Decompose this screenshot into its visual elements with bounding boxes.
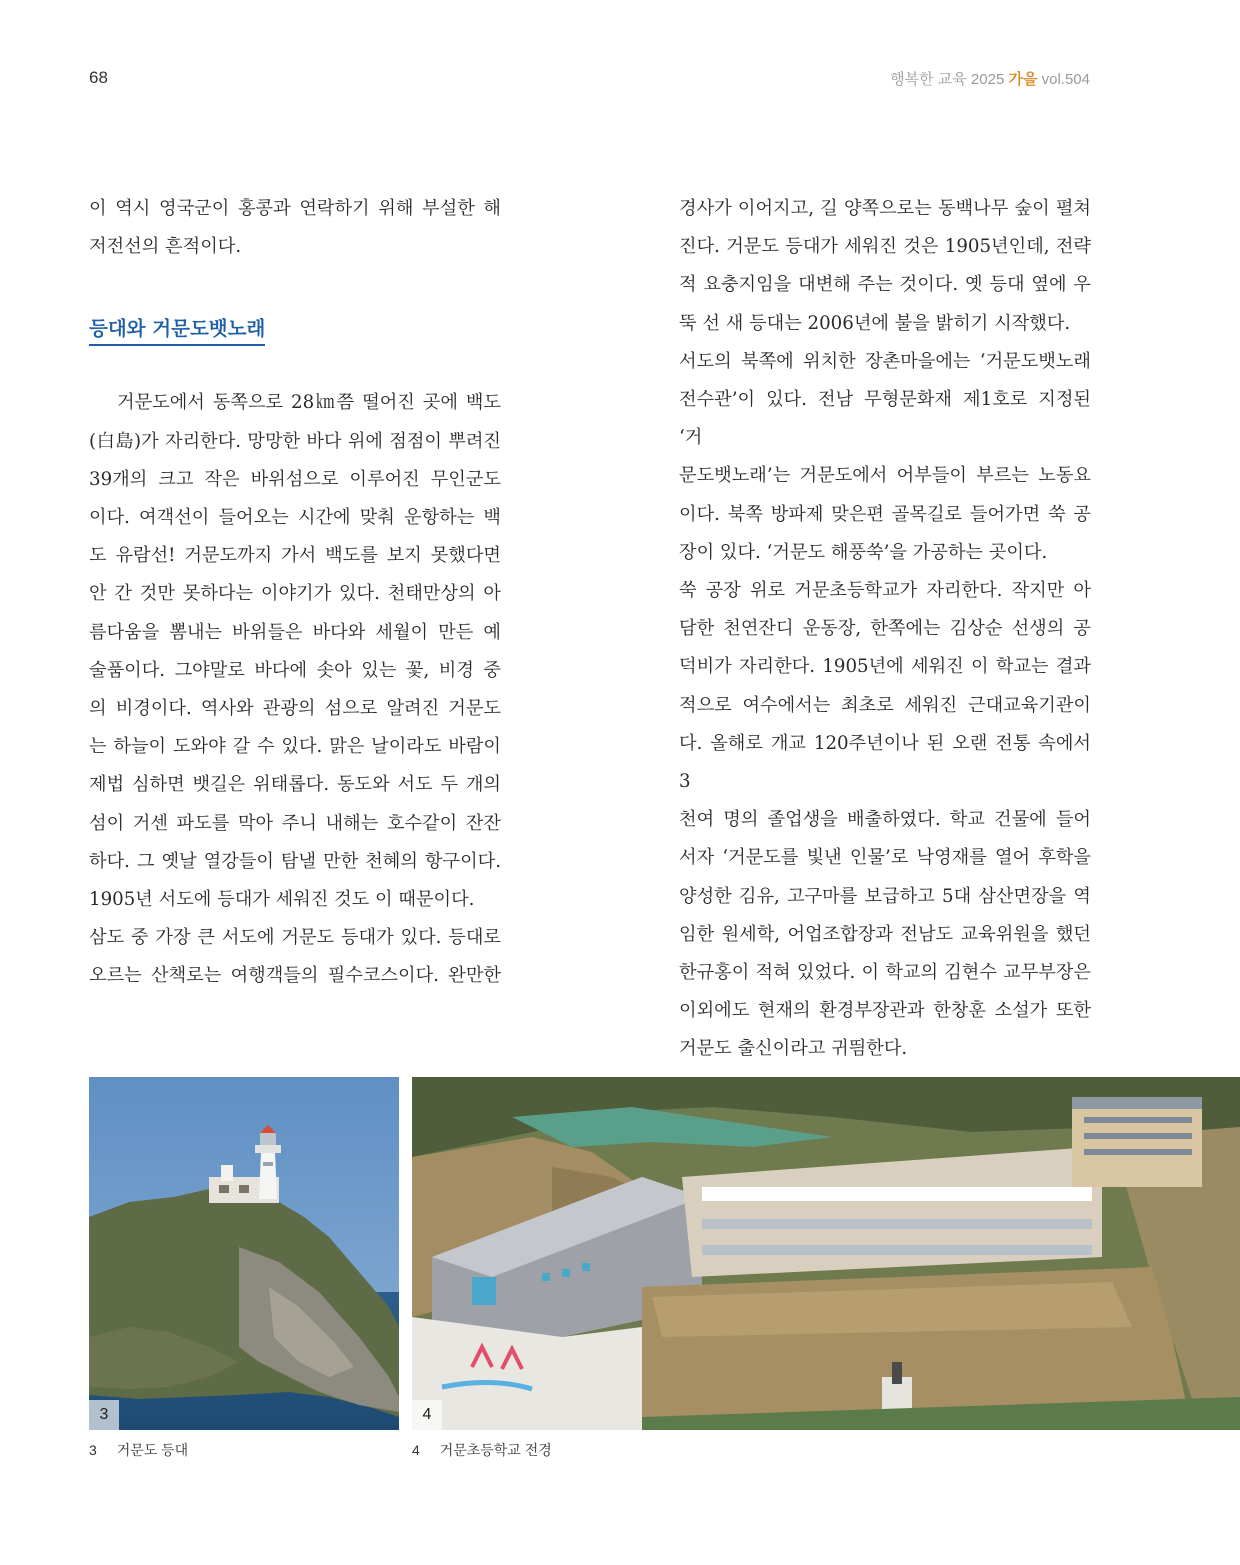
running-head bbox=[890, 68, 1090, 89]
text-line: 1905년 서도에 등대가 세워진 것도 이 때문이다. bbox=[89, 889, 475, 911]
text-line: 서도의 북쪽에 위치한 장촌마을에는 ‘거문도뱃노래 bbox=[679, 350, 1091, 372]
caption-number: 4 bbox=[412, 1442, 420, 1458]
text-line: 거문도 출신이라고 귀띔한다. bbox=[679, 1038, 908, 1060]
text-line: 이외에도 현재의 환경부장관과 한창훈 소설가 또한 bbox=[679, 1000, 1091, 1022]
text-line: 제법 심하면 뱃길은 위태롭다. 동도와 서도 두 개의 bbox=[89, 774, 501, 796]
text-line: 진다. 거문도 등대가 세워진 것은 1905년인데, 전략 bbox=[679, 236, 1091, 258]
text-line: 섬이 거센 파도를 막아 주니 내해는 호수같이 잔잔 bbox=[89, 812, 501, 834]
text-line: 는 하늘이 도와야 갈 수 있다. 맑은 날이라도 바람이 bbox=[89, 736, 501, 758]
school-photo bbox=[412, 1077, 1240, 1430]
page-number: 68 bbox=[89, 68, 108, 87]
text-line: 쑥 공장 위로 거문초등학교가 자리한다. 작지만 아 bbox=[679, 580, 1091, 602]
text-line: 안 간 것만 못하다는 이야기가 있다. 천태만상의 아 bbox=[89, 583, 501, 605]
left-paragraph-1 bbox=[89, 190, 501, 266]
caption-number: 3 bbox=[89, 1442, 97, 1458]
figure-caption bbox=[89, 1440, 188, 1460]
section-heading: 등대와 거문도뱃노래 bbox=[89, 316, 265, 346]
text-line: 천여 명의 졸업생을 배출하였다. 학교 건물에 들어 bbox=[679, 809, 1091, 831]
text-line: 한규홍이 적혀 있었다. 이 학교의 김현수 교무부장은 bbox=[679, 962, 1091, 984]
text-line: 저전선의 흔적이다. bbox=[89, 236, 242, 258]
lighthouse-photo bbox=[89, 1077, 399, 1430]
text-line: 덕비가 자리한다. 1905년에 세워진 이 학교는 결과 bbox=[679, 656, 1091, 678]
right-column bbox=[679, 190, 1091, 1069]
left-paragraph-2 bbox=[89, 384, 501, 919]
text-line: 서자 ‘거문도를 빛낸 인물’로 낙영재를 열어 후학을 bbox=[679, 847, 1091, 869]
text-line: 양성한 김유, 고구마를 보급하고 5대 삼산면장을 역 bbox=[679, 885, 1091, 907]
right-paragraph-3 bbox=[679, 572, 1091, 1069]
text-line: 거문도에서 동쪽으로 28㎞쯤 떨어진 곳에 백도 bbox=[117, 392, 501, 414]
text-line: 다. 올해로 개교 120주년이나 된 오랜 전통 속에서 3 bbox=[679, 732, 1091, 793]
text-line: 의 비경이다. 역사와 관광의 섬으로 알려진 거문도 bbox=[89, 698, 501, 720]
text-line: 장이 있다. ‘거문도 해풍쑥’을 가공하는 곳이다. bbox=[679, 541, 1048, 563]
text-line: 술품이다. 그야말로 바다에 솟아 있는 꽃, 비경 중 bbox=[89, 659, 501, 681]
magazine-title: 행복한 교육 2025 bbox=[890, 71, 1005, 88]
text-line: 이다. 여객선이 들어오는 시간에 맞춰 운항하는 백 bbox=[89, 507, 501, 529]
figure-number: 4 bbox=[412, 1400, 442, 1430]
figure-number: 3 bbox=[89, 1400, 119, 1430]
volume-label: vol.504 bbox=[1041, 71, 1090, 88]
right-paragraph-1 bbox=[679, 190, 1091, 343]
figure-caption bbox=[412, 1440, 552, 1460]
text-line: 적으로 여수에서는 최초로 세워진 근대교육기관이 bbox=[679, 694, 1091, 716]
text-line: 오르는 산책로는 여행객들의 필수코스이다. 완만한 bbox=[89, 965, 501, 987]
right-paragraph-2 bbox=[679, 343, 1091, 572]
season-label: 가을 bbox=[1008, 71, 1038, 88]
text-line: 경사가 이어지고, 길 양쪽으로는 동백나무 숲이 펼쳐 bbox=[679, 198, 1091, 219]
text-line: 전수관’이 있다. 전남 무형문화재 제1호로 지정된 ‘거 bbox=[679, 389, 1091, 449]
text-line: 담한 천연잔디 운동장, 한쪽에는 김상순 선생의 공 bbox=[679, 618, 1091, 640]
caption-text: 거문초등학교 전경 bbox=[439, 1442, 552, 1458]
text-line: 름다움을 뽐내는 바위들은 바다와 세월이 만든 예 bbox=[89, 621, 501, 643]
text-line: 적 요충지임을 대변해 주는 것이다. 옛 등대 옆에 우 bbox=[679, 274, 1091, 296]
text-line: 이 역시 영국군이 홍콩과 연락하기 위해 부설한 해 bbox=[89, 198, 501, 219]
text-line: (白島)가 자리한다. 망망한 바다 위에 점점이 뿌려진 bbox=[89, 430, 501, 452]
text-line: 문도뱃노래’는 거문도에서 어부들이 부르는 노동요 bbox=[679, 465, 1091, 487]
text-line: 삼도 중 가장 큰 서도에 거문도 등대가 있다. 등대로 bbox=[89, 927, 501, 949]
text-line: 도 유람선! 거문도까지 가서 백도를 보지 못했다면 bbox=[89, 545, 501, 567]
text-line: 뚝 선 새 등대는 2006년에 불을 밝히기 시작했다. bbox=[679, 312, 1071, 334]
caption-text: 거문도 등대 bbox=[116, 1442, 189, 1458]
text-line: 임한 원세학, 어업조합장과 전남도 교육위원을 했던 bbox=[679, 923, 1091, 945]
text-line: 이다. 북쪽 방파제 맞은편 골목길로 들어가면 쑥 공 bbox=[679, 503, 1091, 525]
text-line: 하다. 그 옛날 열강들이 탐낼 만한 천혜의 항구이다. bbox=[89, 850, 501, 872]
left-column bbox=[89, 190, 501, 996]
left-paragraph-3 bbox=[89, 919, 501, 995]
text-line: 39개의 크고 작은 바위섬으로 이루어진 무인군도 bbox=[89, 468, 501, 490]
